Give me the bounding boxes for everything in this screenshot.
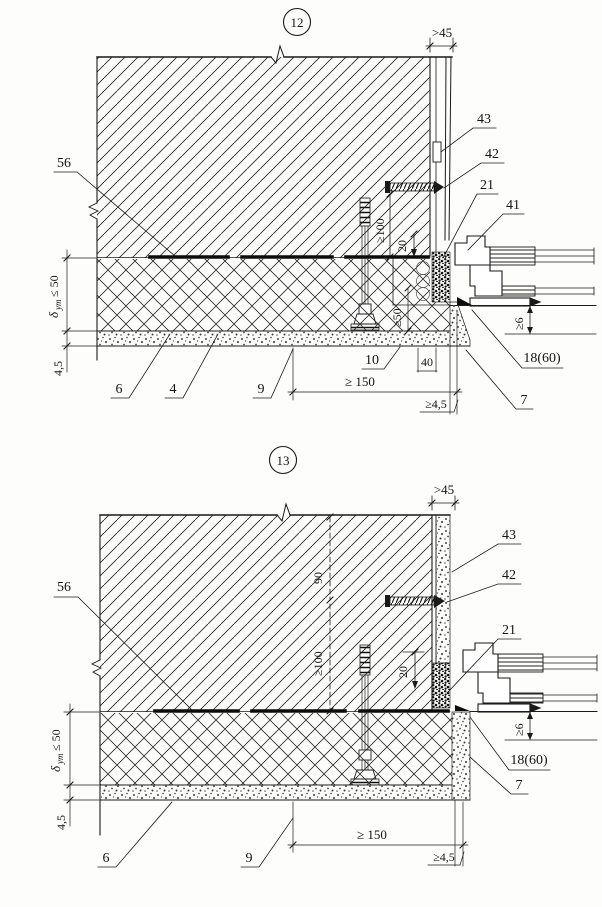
frame-upper-profile	[455, 236, 490, 265]
dim-100-label: ≥100	[373, 218, 387, 243]
callout-21: 21	[502, 623, 516, 638]
dim-delta-value: ≤ 50	[47, 275, 61, 297]
anchor-bar	[390, 183, 434, 191]
wall-left-break	[92, 660, 101, 676]
glass-pane-upper	[535, 248, 594, 264]
dim-4-5b-label: ≥4,5	[425, 397, 447, 411]
plaster-wrap	[450, 302, 470, 346]
dim-6-arrow-down	[527, 327, 533, 334]
callout-6: 6	[102, 851, 110, 866]
callout-21: 21	[480, 178, 494, 193]
callout-9: 9	[257, 382, 265, 397]
sealing-tape-21	[432, 663, 450, 708]
wall-section-hatch	[100, 515, 432, 712]
callout-18-60: 18(60)	[510, 753, 548, 768]
dim-delta-ut	[46, 275, 63, 318]
dim-6-arrow-down	[527, 733, 533, 740]
dim-6-label: ≥6	[512, 317, 526, 330]
dim-delta-sub: ут	[53, 299, 63, 310]
callout-43: 43	[477, 112, 491, 127]
dim-150-label: ≥ 150	[357, 827, 387, 842]
dim-delta-value: ≤ 50	[49, 729, 63, 751]
callout-7: 7	[520, 393, 528, 408]
callout-10: 10	[365, 353, 379, 368]
dim-4-5-label: 4,5	[54, 815, 68, 830]
detail-12-number: 12	[290, 15, 304, 30]
dim-6-label: ≥6	[512, 723, 526, 736]
sill-arrow	[530, 298, 540, 306]
dowel-head	[360, 645, 370, 675]
glazing-unit-lower	[510, 693, 543, 703]
sealant-wedge-18	[455, 705, 470, 711]
dim-45-label: >45	[433, 482, 455, 497]
window-frame	[463, 643, 597, 712]
glass-pane-lower	[543, 694, 597, 702]
anchor-arrow	[434, 181, 444, 194]
screed-band	[97, 331, 450, 346]
dim-6-arrow-up	[527, 712, 533, 719]
glass-pane-lower	[535, 287, 594, 295]
wall-left-break	[89, 203, 98, 219]
anchor-bar	[390, 597, 434, 605]
callout-6: 6	[115, 382, 123, 397]
dim-delta-sub: ут	[55, 753, 65, 764]
cladding-bracket	[433, 142, 441, 162]
detail-13-number: 13	[276, 453, 290, 468]
callout-42: 42	[502, 568, 516, 583]
dim-20-label: 20	[395, 240, 409, 252]
callout-9: 9	[245, 851, 253, 866]
anchor-washer	[385, 595, 390, 607]
callout-56: 56	[57, 580, 71, 595]
callout-43: 43	[502, 528, 516, 543]
left-dim-lines	[62, 250, 96, 372]
callout-7: 7	[515, 778, 523, 793]
window-frame	[455, 236, 594, 306]
sill-arrow	[530, 704, 540, 712]
dim-4-5b-label: ≥4,5	[433, 850, 455, 864]
screed-band	[100, 785, 452, 800]
glass-pane-upper	[543, 655, 597, 671]
callout-18-60: 18(60)	[523, 351, 561, 366]
frame-sash-profile	[478, 672, 510, 703]
callout-56: 56	[57, 156, 71, 171]
dim-100-label: ≥100	[311, 651, 325, 676]
dowel-head	[360, 198, 370, 226]
dim-50-label: ≥50	[390, 308, 404, 327]
sealing-tape-21	[432, 252, 450, 302]
callout-42-leader	[447, 584, 521, 602]
dim-20-label: 20	[396, 666, 410, 678]
frame-sash-profile	[470, 265, 502, 296]
callout-4: 4	[169, 382, 177, 397]
dim-delta-ut	[48, 729, 65, 772]
dim-6-arrow-up	[527, 306, 533, 313]
callout-41: 41	[506, 198, 520, 213]
sill-bar	[470, 298, 530, 306]
callout-42: 42	[485, 147, 499, 162]
anchor-washer	[385, 181, 390, 193]
dim-150-label: ≥ 150	[345, 374, 375, 389]
detail-13	[48, 447, 597, 868]
dim-45-label: >45	[431, 25, 453, 40]
plaster-wrap	[452, 712, 470, 800]
glazing-unit-lower	[502, 286, 535, 296]
dim-delta-symbol: δ	[46, 311, 61, 318]
left-dim-lines	[64, 704, 99, 826]
glazing-unit-upper	[490, 247, 535, 265]
dim-90-label: 90	[311, 572, 325, 584]
dim-4-5-label: 4,5	[51, 361, 65, 376]
dim-40-label: 40	[421, 355, 433, 369]
plaster-band	[436, 515, 450, 663]
detail-12	[46, 9, 596, 415]
glazing-unit-upper	[498, 654, 543, 672]
callout-42-leader	[444, 163, 504, 188]
dim-delta-symbol: δ	[48, 765, 63, 772]
sill-bar	[478, 704, 530, 712]
insulation-layer	[100, 713, 452, 785]
